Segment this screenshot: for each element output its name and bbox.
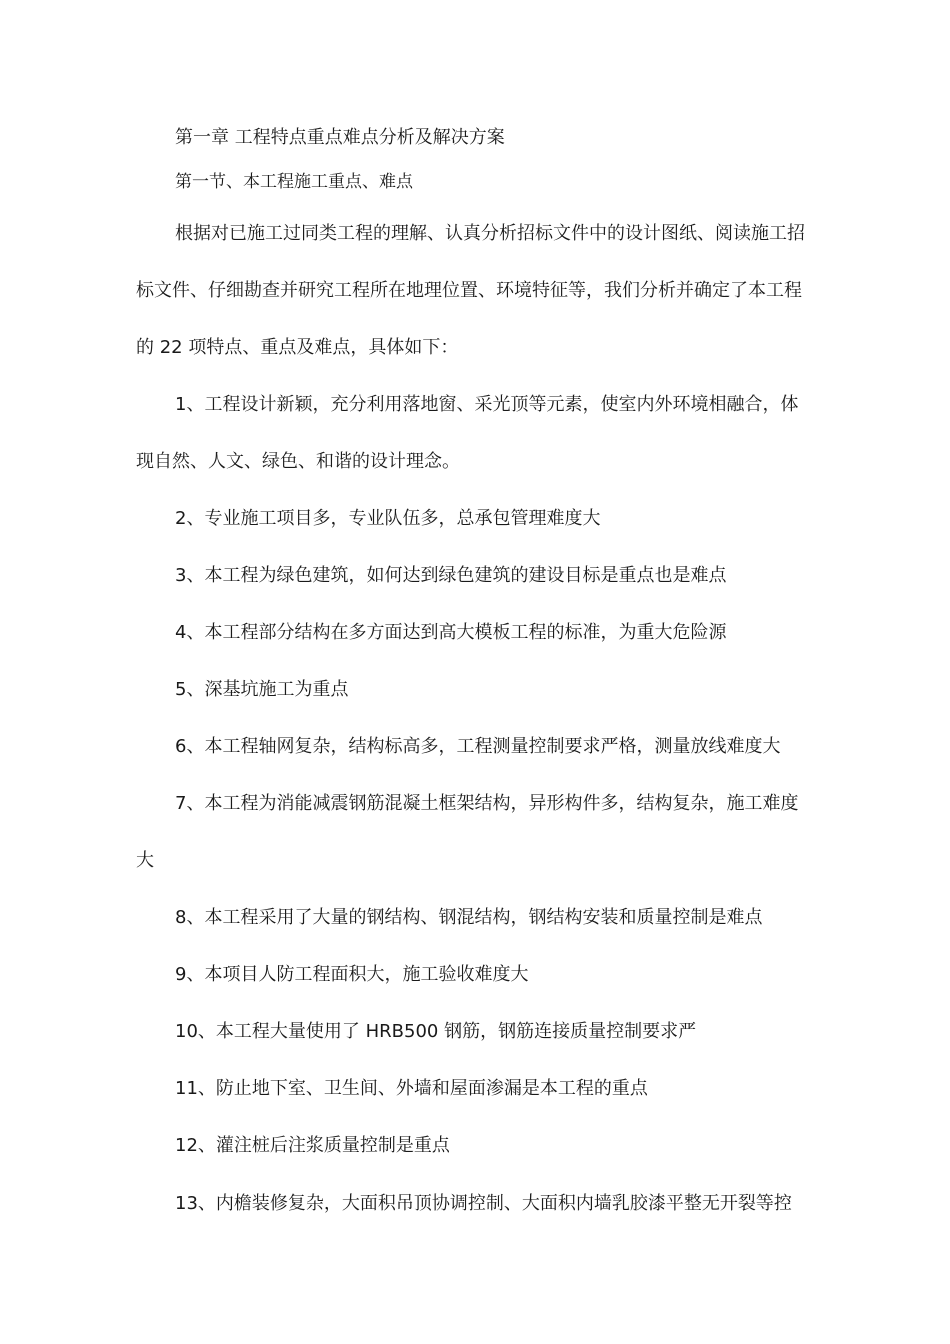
list-item-3: 3、本工程为绿色建筑，如何达到绿色建筑的建设目标是重点也是难点 — [175, 565, 727, 586]
list-item-5: 5、深基坑施工为重点 — [175, 679, 349, 700]
list-item-11: 11、防止地下室、卫生间、外墙和屋面渗漏是本工程的重点 — [175, 1078, 648, 1099]
list-item-7-line-1: 7、本工程为消能减震钢筋混凝土框架结构，异形构件多，结构复杂，施工难度 — [175, 793, 799, 814]
list-item-6: 6、本工程轴网复杂，结构标高多，工程测量控制要求严格，测量放线难度大 — [175, 736, 781, 757]
list-item-12: 12、灌注桩后注浆质量控制是重点 — [175, 1135, 450, 1156]
list-item-9: 9、本项目人防工程面积大，施工验收难度大 — [175, 964, 529, 985]
list-item-4: 4、本工程部分结构在多方面达到高大模板工程的标准，为重大危险源 — [175, 622, 727, 643]
intro-line-1: 根据对已施工过同类工程的理解、认真分析招标文件中的设计图纸、阅读施工招 — [175, 223, 805, 244]
intro-line-2: 标文件、仔细勘查并研究工程所在地理位置、环境特征等，我们分析并确定了本工程 — [136, 280, 802, 301]
list-item-13-line-1: 13、内檐装修复杂，大面积吊顶协调控制、大面积内墙乳胶漆平整无开裂等控 — [175, 1193, 792, 1214]
chapter-title: 第一章 工程特点重点难点分析及解决方案 — [175, 127, 505, 148]
list-item-10: 10、本工程大量使用了 HRB500 钢筋，钢筋连接质量控制要求严 — [175, 1021, 697, 1042]
list-item-1-line-2: 现自然、人文、绿色、和谐的设计理念。 — [136, 451, 460, 472]
list-item-7-line-2: 大 — [136, 850, 154, 871]
list-item-1-line-1: 1、工程设计新颖，充分利用落地窗、采光顶等元素，使室内外环境相融合，体 — [175, 394, 799, 415]
list-item-2: 2、专业施工项目多，专业队伍多，总承包管理难度大 — [175, 508, 601, 529]
intro-line-3: 的 22 项特点、重点及难点，具体如下： — [136, 337, 459, 358]
list-item-8: 8、本工程采用了大量的钢结构、钢混结构，钢结构安装和质量控制是难点 — [175, 907, 763, 928]
section-title: 第一节、本工程施工重点、难点 — [175, 172, 413, 192]
